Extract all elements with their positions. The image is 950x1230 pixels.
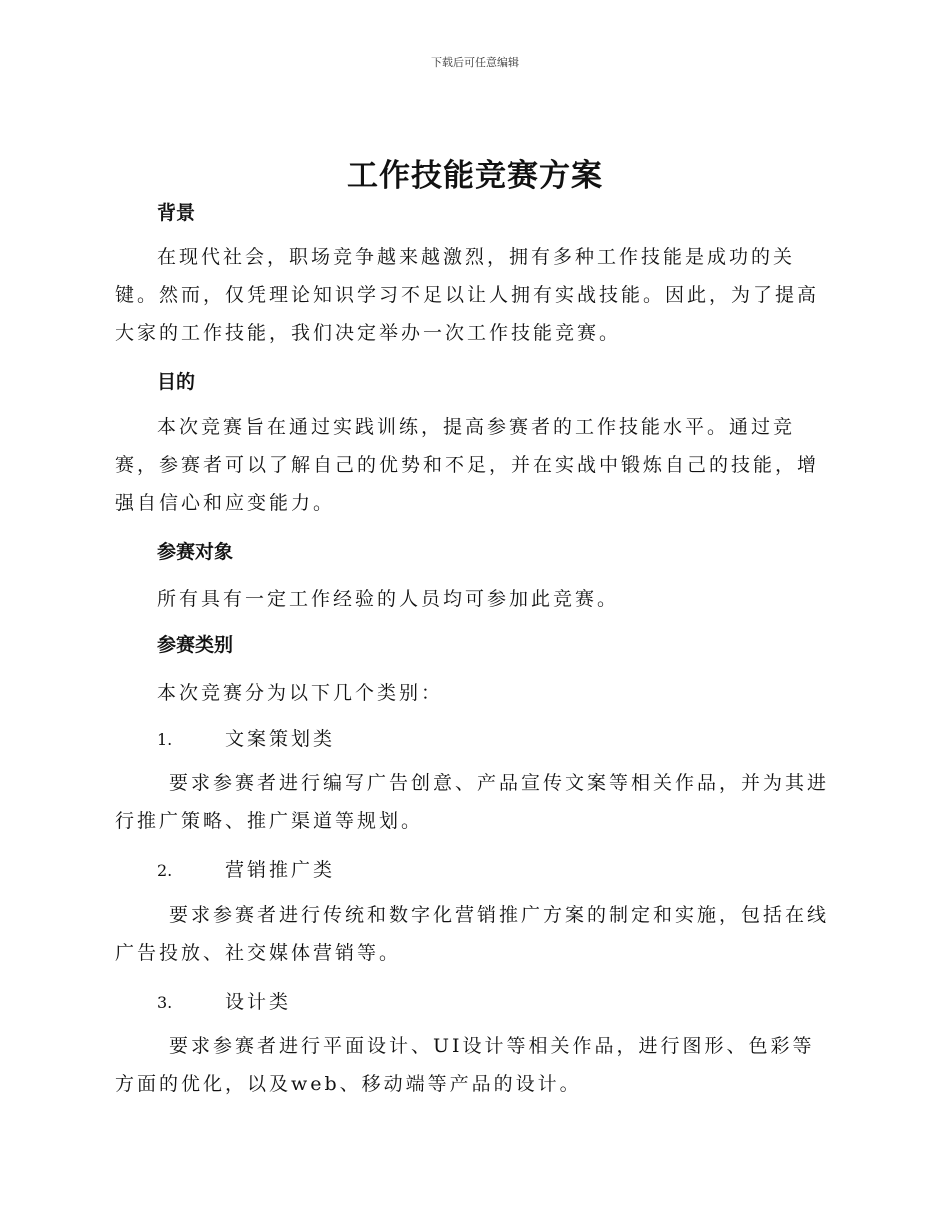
category-name: 营销推广类	[225, 859, 336, 881]
category-number: 3.	[157, 993, 173, 1012]
section-heading-participants: 参赛对象	[157, 541, 234, 563]
category-description: 要求参赛者进行传统和数字化营销推广方案的制定和实施，包括在线广告投放、社交媒体营销等。	[115, 904, 830, 964]
background-paragraph: 在现代社会，职场竞争越来越激烈，拥有多种工作技能是成功的关键。然而，仅凭理论知识学习不足以让人拥有实战技能。因此，为了提高大家的工作技能，我们决定举办一次工作技能竞赛。	[115, 246, 820, 344]
category-name: 文案策划类	[225, 728, 336, 750]
category-item-1	[157, 724, 335, 751]
document-title: 工作技能竞赛方案	[347, 158, 603, 194]
category-description: 要求参赛者进行平面设计、UI设计等相关作品，进行图形、色彩等方面的优化，以及web、移动端等产品的设计。	[115, 1035, 815, 1095]
purpose-paragraph: 本次竞赛旨在通过实践训练，提高参赛者的工作技能水平。通过竞赛，参赛者可以了解自己的优势和不足，并在实战中锻炼自己的技能，增强自信心和应变能力。	[115, 416, 820, 514]
categories-intro: 本次竞赛分为以下几个类别：	[157, 682, 444, 704]
header-note: 下载后可任意编辑	[431, 56, 519, 69]
category-number: 1.	[157, 730, 173, 749]
section-heading-background: 背景	[157, 202, 196, 224]
participants-paragraph: 所有具有一定工作经验的人员均可参加此竞赛。	[157, 588, 620, 610]
section-heading-categories: 参赛类别	[157, 634, 234, 656]
category-item-3	[157, 987, 291, 1014]
category-description: 要求参赛者进行编写广告创意、产品宣传文案等相关作品，并为其进行推广策略、推广渠道等规划。	[115, 772, 830, 832]
section-heading-purpose: 目的	[157, 371, 196, 393]
category-number: 2.	[157, 861, 173, 880]
category-name: 设计类	[225, 991, 292, 1013]
category-item-2	[157, 855, 335, 882]
